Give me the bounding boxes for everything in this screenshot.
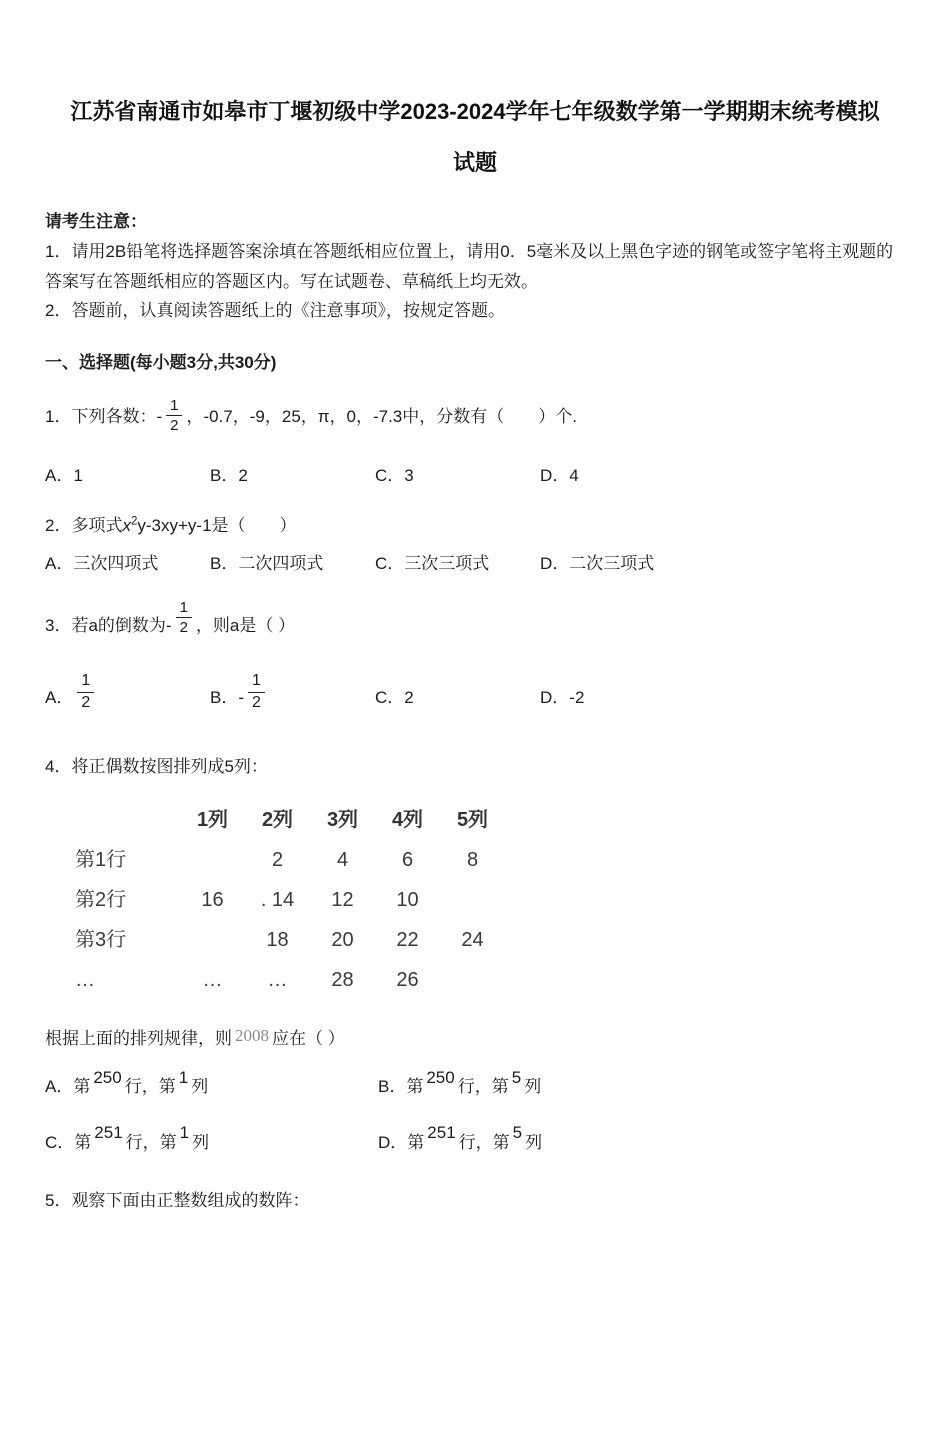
question-4-stem: [45, 752, 905, 782]
table-cell: 22: [396, 928, 419, 951]
fraction-numerator: 1: [166, 397, 182, 416]
title-line-1: 江苏省南通市如皋市丁堰初级中学2023-2024学年七年级数学第一学期期末统考模拟: [70, 99, 880, 124]
exam-paper: [0, 98, 950, 1215]
table-header-cell: 4列: [391, 808, 424, 831]
q4-option-d-col-number: 5: [512, 1123, 523, 1143]
question-1: [45, 398, 905, 491]
q4-follow-pre: 根据上面的排列规律，则: [45, 1029, 232, 1049]
q2-option-c: C．三次三项式: [375, 554, 490, 574]
table-row-label: 第2行: [75, 888, 127, 911]
q3-option-b-sign: -: [238, 688, 245, 708]
q4-option-a-row-number: 250: [93, 1067, 122, 1087]
q4-option-b-text: B．第: [378, 1076, 424, 1096]
table-header-row: [75, 800, 505, 840]
notice-item-2: 2．答题前，认真阅读答题纸上的《注意事项》，按规定答题。: [45, 301, 505, 321]
fraction-numerator: 1: [176, 599, 192, 618]
q3-option-b-label: B．: [210, 688, 239, 708]
fraction: [166, 397, 182, 435]
q2-option-a: A．三次四项式: [45, 554, 159, 574]
q4-number-table: [75, 800, 505, 1000]
q2-formula: [122, 511, 137, 541]
q2-option-b: B．二次四项式: [210, 554, 324, 574]
table-row: [75, 920, 505, 960]
question-3-options: [45, 672, 905, 718]
q2-text-pre: 2．多项式: [45, 516, 123, 536]
table-cell: 6: [401, 848, 414, 871]
q2-formula-base: x: [122, 516, 131, 536]
q3-option-d-value: -2: [569, 688, 585, 708]
question-4-options-row-2: [45, 1123, 905, 1158]
fraction-denominator: 2: [252, 693, 261, 711]
table-cell: 24: [461, 928, 484, 951]
q3-text-post: ，则a是（ ）: [195, 615, 296, 635]
question-3-stem: [45, 598, 905, 645]
q3-option-a-label: A．: [45, 688, 74, 708]
table-cell: …: [202, 968, 223, 991]
table-row: [75, 880, 505, 920]
q4-option-c-text: C．第: [45, 1132, 92, 1152]
q2-text-rest: y-3xy+y-1是（ ）: [137, 516, 297, 536]
page-title: [45, 98, 905, 177]
question-2-options: [45, 549, 905, 579]
q4-follow-up: [45, 1024, 905, 1054]
table-cell: 10: [396, 888, 419, 911]
title-line-2: 试题: [452, 149, 497, 175]
q2-option-d: D．二次三项式: [540, 554, 655, 574]
question-5: [45, 1185, 905, 1215]
q3-option-c: [375, 683, 540, 713]
fraction-numerator: 1: [77, 672, 94, 692]
fraction: [176, 599, 192, 637]
table-row-label: 第3行: [75, 928, 127, 951]
table-header-cell: 1列: [196, 808, 229, 831]
question-5-stem: [45, 1185, 905, 1215]
table-header-cell: 2列: [261, 808, 294, 831]
q4-option-b: [378, 1067, 711, 1102]
question-3: [45, 598, 905, 718]
q1-text-post: ，-0.7，-9，25，π，0，-7.3中，分数有（ ）个.: [186, 406, 577, 426]
q4-follow-post: 应在（ ）: [272, 1029, 345, 1049]
table-cell: …: [267, 968, 288, 991]
table-cell: . 14: [260, 888, 295, 911]
q4-option-c-text: 行，第: [125, 1132, 177, 1152]
notice-item-1: 1．请用2B铅笔将选择题答案涂填在答题纸相应位置上，请用0．5毫米及以上黑色字迹的钢笔或签字笔将主观题的答案写在答题纸相应的答题区内。写在试题卷、草稿纸上均无效。: [45, 241, 894, 291]
q4-text: 4．将正偶数按图排列成5列：: [45, 757, 268, 777]
table-row-label: …: [75, 968, 95, 991]
q3-option-c-value: 2: [404, 688, 414, 708]
table-header-cell: 3列: [326, 808, 359, 831]
table-cell: 28: [331, 968, 354, 991]
question-1-stem: [45, 398, 905, 436]
table-row-label: 第1行: [75, 848, 127, 871]
table-cell: 8: [466, 848, 479, 871]
q4-option-c-row-number: 251: [94, 1123, 123, 1143]
table-header-cell: 5列: [456, 808, 489, 831]
fraction-denominator: 2: [81, 693, 91, 711]
q4-follow-number: 2008: [235, 1026, 269, 1046]
q4-option-d: [378, 1123, 711, 1158]
q4-option-a: [45, 1067, 378, 1102]
q4-option-b-text: 行，第: [457, 1076, 509, 1096]
question-2-stem: [45, 511, 905, 541]
q4-option-d-text: D．第: [378, 1132, 425, 1152]
table-cell: 16: [201, 888, 224, 911]
question-1-options: [45, 461, 905, 491]
q1-option-a: A．1: [45, 466, 83, 486]
q4-option-c-col-number: 1: [179, 1123, 190, 1143]
q4-option-a-text: 行，第: [124, 1076, 176, 1096]
section-1-header: 一、选择题(每小题3分,共30分): [45, 353, 277, 373]
q4-option-a-text: A．第: [45, 1076, 91, 1096]
fraction-numerator: 1: [248, 672, 265, 692]
table-row: [75, 960, 505, 1000]
question-4: [45, 752, 905, 1157]
q4-option-b-row-number: 250: [426, 1067, 455, 1087]
fraction: [77, 672, 94, 712]
q3-option-b: [210, 672, 375, 718]
q3-option-d-label: D．: [540, 688, 570, 708]
q4-option-a-text: 列: [191, 1076, 209, 1096]
q1-option-c: C．3: [375, 466, 414, 486]
fraction: [248, 672, 265, 712]
table-cell: 4: [336, 848, 349, 871]
table-cell: 2: [271, 848, 284, 871]
q4-option-d-row-number: 251: [427, 1123, 456, 1143]
table-cell: 26: [396, 968, 419, 991]
notice-block: [45, 207, 905, 326]
q3-text-pre: 3．若a的倒数为-: [45, 615, 172, 635]
q4-option-b-col-number: 5: [511, 1067, 522, 1087]
table-cell: 20: [331, 928, 354, 951]
q4-option-d-text: 行，第: [458, 1132, 510, 1152]
q5-text: 5．观察下面由正整数组成的数阵：: [45, 1190, 310, 1210]
q3-option-c-label: C．: [375, 688, 405, 708]
q4-option-b-text: 列: [524, 1076, 542, 1096]
question-4-options-row-1: [45, 1067, 905, 1102]
q4-option-c-text: 列: [192, 1132, 210, 1152]
q1-option-b: B．2: [210, 466, 248, 486]
question-2: [45, 511, 905, 579]
table-row: [75, 840, 505, 880]
q3-option-a: [45, 672, 210, 718]
q4-option-a-col-number: 1: [178, 1067, 189, 1087]
table-cell: 18: [266, 928, 289, 951]
q1-text-pre: 1．下列各数：-: [45, 406, 163, 426]
fraction-denominator: 2: [179, 619, 188, 637]
table-cell: 12: [331, 888, 354, 911]
fraction-denominator: 2: [170, 417, 179, 435]
q4-option-c: [45, 1123, 378, 1158]
q2-formula-exponent: 2: [130, 515, 138, 528]
q3-option-d: [540, 683, 705, 713]
notice-header: 请考生注意：: [45, 212, 147, 232]
q1-option-d: D．4: [540, 466, 579, 486]
q4-option-d-text: 列: [525, 1132, 543, 1152]
